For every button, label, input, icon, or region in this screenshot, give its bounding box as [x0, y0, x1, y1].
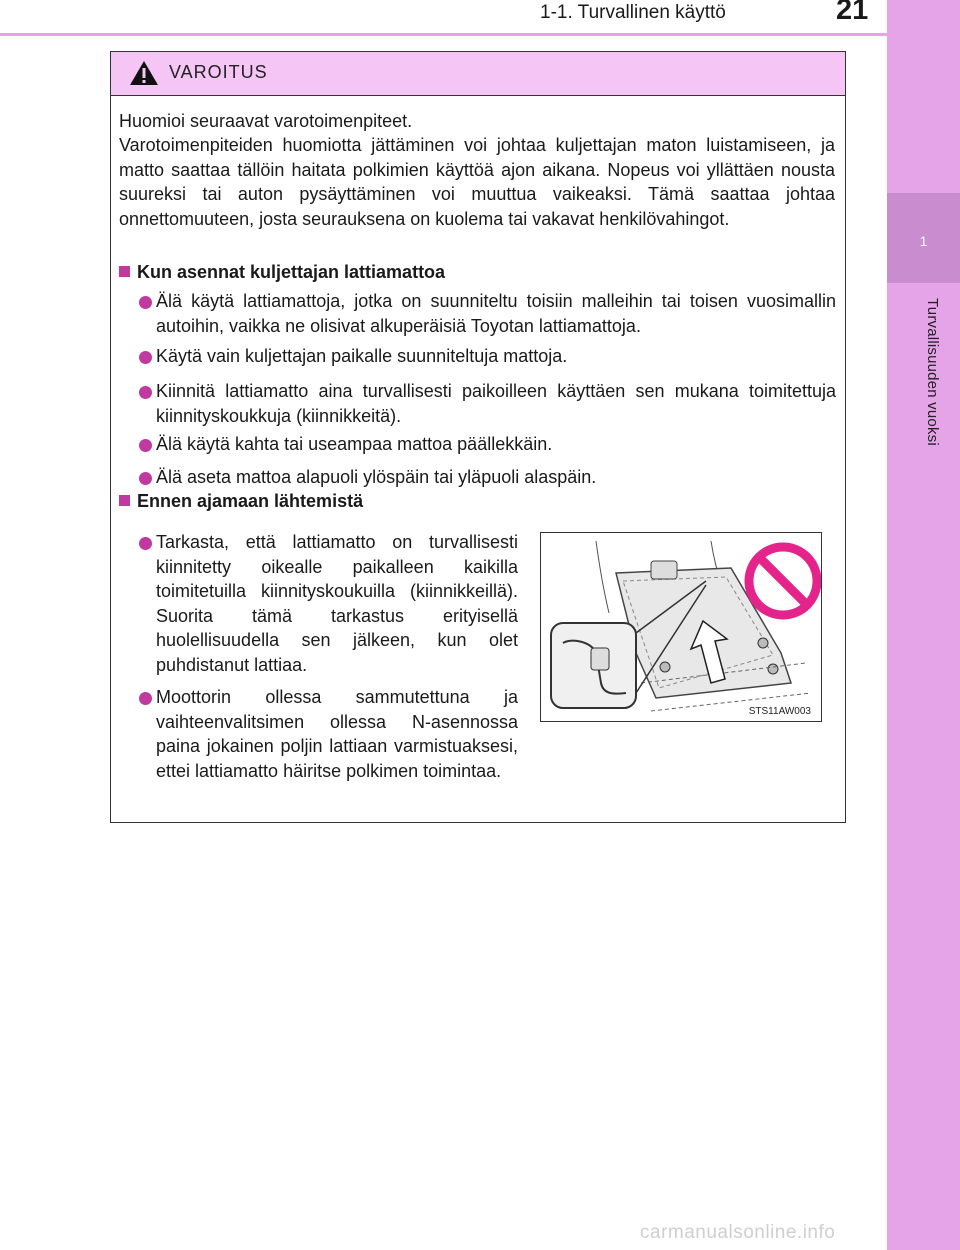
list-item: Moottorin ollessa sammutettuna ja vaihteenvalitsimen ollessa N-asennossa paina jokainen poljin lattiaan varmistuaksesi, ettei lattiamatto häiritse polkimen toimintaa.	[156, 687, 518, 781]
figure-code: STS11AW003	[748, 706, 811, 717]
list-item: Kiinnitä lattiamatto aina turvallisesti paikoilleen käyttäen sen mukana toimitettuja kiinnityskoukkuja (kiinnikkeitä).	[156, 381, 836, 426]
chapter-title: Turvallisuuden vuoksi	[924, 298, 941, 446]
bullet-dot-icon	[139, 537, 152, 550]
header-rule	[0, 33, 887, 36]
bullet-dot-icon	[139, 439, 152, 452]
warning-header	[111, 52, 845, 96]
bullet-dot-icon	[139, 692, 152, 705]
square-bullet-icon	[119, 266, 130, 277]
section-heading: Kun asennat kuljettajan lattiamattoa	[119, 262, 445, 283]
watermark: carmanualsonline.info	[640, 1222, 836, 1243]
bullet-dot-icon	[139, 472, 152, 485]
bullet-dot-icon	[139, 351, 152, 364]
warning-label: VAROITUS	[169, 62, 268, 82]
intro-paragraph: Varotoimenpiteiden huomiotta jättäminen voi johtaa kuljettajan maton luistamiseen, ja matto saattaa tällöin haitata polkimien käyttöä ajon aikana. Nopeus voi yllättäen nousta suureksi tai auton pysäyttäminen voi muuttua vaikeaksi. Tämä saattaa johtaa onnettomuuteen, josta seurauksena on kuolema tai vakavat henkilövahingot.	[119, 135, 835, 229]
list-item: Älä käytä lattiamattoja, jotka on suunniteltu toisiin malleihin tai toisen vuosimallin autoihin, vaikka ne olisivat alkuperäisiä Toyotan lattiamattoja.	[156, 291, 836, 336]
chapter-sidebar	[887, 0, 960, 1250]
chapter-tab[interactable]	[887, 193, 960, 283]
section-title: 1-1. Turvallinen käyttö	[540, 2, 726, 23]
bullet-dot-icon	[139, 386, 152, 399]
floor-mat-drawing	[541, 533, 821, 721]
page-number: 21	[836, 0, 869, 26]
warning-box	[110, 51, 846, 823]
intro-line: Huomioi seuraavat varotoimenpiteet.	[119, 111, 413, 131]
warning-triangle-icon	[129, 60, 159, 86]
sidebar-top	[887, 0, 960, 193]
square-bullet-icon	[119, 495, 130, 506]
chapter-number: 1	[919, 233, 928, 249]
list-item: Älä käytä kahta tai useampaa mattoa päällekkäin.	[156, 434, 553, 454]
floor-mat-illustration	[540, 532, 822, 722]
list-item: Tarkasta, että lattiamatto on turvallisesti kiinnitetty oikealle paikalleen kaikilla toimitetuilla kiinnityskoukuilla (kiinnikkeillä). Suorita tämä tarkastus erityisellä huolellisuudella sen jälkeen, kun olet puhdistanut lattiaa.	[156, 532, 518, 675]
section-heading: Ennen ajamaan lähtemistä	[119, 491, 363, 512]
list-item: Käytä vain kuljettajan paikalle suunniteltuja mattoja.	[156, 346, 568, 366]
bullet-dot-icon	[139, 296, 152, 309]
list-item: Älä aseta mattoa alapuoli ylöspäin tai yläpuoli alaspäin.	[156, 467, 597, 487]
